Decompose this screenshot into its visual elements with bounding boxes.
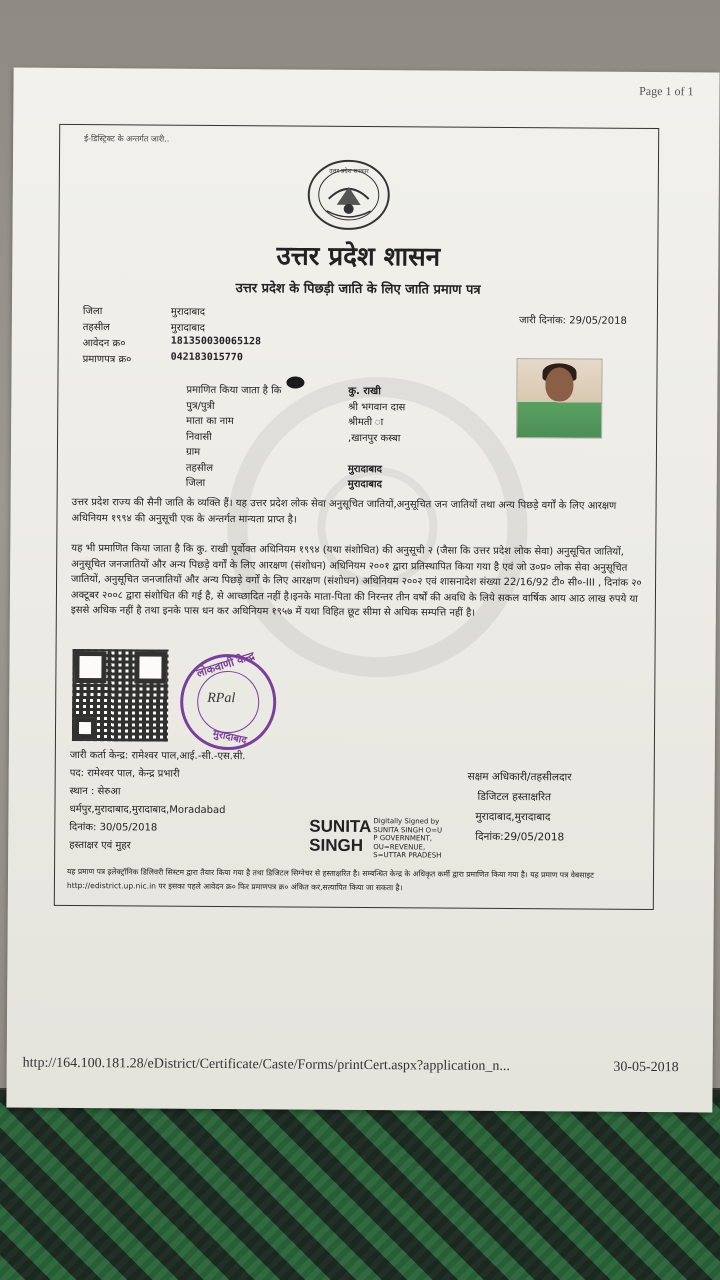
digital-signature-details: Digitally Signed by SUNITA SINGH O=U P GOVERNMENT, OU=REVENUE, S=UTTAR PRADESH [373, 817, 443, 860]
verification-note: यह प्रमाण पत्र इलेक्ट्रॉनिक डिलिवरी सिस्टम द्वारा तैयार किया गया है तथा डिजिटल सिग्नेचर से हस्ताक्षरित है। सम्बन्धित केन्द्र के अधिकृत कर्मी द्वारा प्रमाणित किया गया है। यह प्रमाण पत्र वेबसाइट http://edistrict.up.nic.in पर इसका पहले आवेदन क्र० फिर प्रमाणपत्र क्र० अंकित कर,सत्यापित किया जा सकता है। [66, 866, 594, 893]
top-field-value: 042183015770 [170, 351, 243, 364]
person-field-label: निवासी [186, 431, 212, 443]
person-field-label: ग्राम [185, 446, 201, 458]
issuing-center: जारी कर्ता केन्द्र: रामेश्वर पाल,आई.-सी.-एस.सी. [69, 749, 246, 763]
person-field-label: पुत्र/पुत्री [186, 400, 215, 412]
printed-page [6, 68, 719, 1113]
applicant-photo [516, 358, 603, 439]
officer-location: मुरादाबाद,मुरादाबाद [475, 810, 551, 824]
government-title: उत्तर प्रदेश शासन [276, 241, 441, 273]
issuer-post: पद: रामेश्वर पाल, केन्द्र प्रभारी [69, 767, 180, 780]
person-field-value: ,खानपुर कस्बा [348, 432, 401, 444]
digitally-signed-label: डिजिटल हस्ताक्षरित [477, 790, 552, 804]
signature-seal-label: हस्ताक्षर एवं मुहर [69, 839, 131, 852]
top-field-value: 181350030065128 [170, 335, 262, 348]
seal-bottom-text: मुरादाबाद [211, 728, 248, 747]
up-government-emblem-icon [307, 159, 392, 232]
print-url: http://164.100.181.28/eDistrict/Certificate/Caste/Forms/printCert.aspx?application_n... [22, 1055, 510, 1075]
person-field-value: मुरादाबाद [347, 478, 382, 491]
top-field-label: आवेदन क्र० [82, 338, 126, 350]
caste-statement: उत्तर प्रदेश राज्य की सैनी जाति के व्यक्ति हैं। यह उत्तर प्रदेश लोक सेवा अनुसूचित जातियों,अनुसूचित जन जातियों तथा अन्य पिछड़े वर्गों के लिए आरक्षण अधिनियम १९९४ की अनुसूची एक के अन्तर्गत मान्यता प्राप्त है। [71, 496, 617, 526]
top-field-label: तहसील [82, 322, 111, 334]
qr-code [72, 649, 169, 742]
certificate-frame [54, 124, 659, 910]
print-date: 30-05-2018 [613, 1059, 679, 1076]
officer-date: दिनांक:29/05/2018 [475, 830, 565, 844]
fly-on-paper [286, 376, 304, 388]
person-field-label: माता का नाम [186, 415, 234, 428]
competent-officer: सक्षम अधिकारी/तहसीलदार [467, 770, 572, 784]
emblem-text: उत्तर प्रदेश सरकार [329, 167, 369, 176]
issued-under-text: ई-डिस्ट्रिक्ट के अन्तर्गत जारी.. [84, 134, 170, 144]
top-field-value: मुरादाबाद [170, 306, 206, 318]
person-field-value: कु. राखी [348, 385, 381, 398]
issue-date: जारी दिनांक: 29/05/2018 [519, 315, 627, 327]
eligibility-statement: यह भी प्रमाणित किया जाता है कि कु. राखी पूर्वोक्त अधिनियम १९९४ (यथा संशोधित) की अनुसूची २ (जैसा कि उत्तर प्रदेश लोक सेवा) अनुसूचित जातियों, अनुसूचित जनजातियों और अन्य पिछड़े वर्गों के लिए आरक्षण (संशोधन) अधिनियम २००१ द्वारा प्रतिस्थापित किया गया है एवं जो उ०प्र० लोक सेवा अनुसूचित जातियों, अनुसूचित जनजातियों और अन्य पिछड़े वर्गों के लिए आरक्षण (संशोधन) अधिनियम २००२ एवं शासनादेश संख्या 22/16/92 टी० सी०-III , दिनांक २० अक्टूबर २००८ द्वारा संशोधित की गई है, से आच्छादित नहीं है।इनके माता-पिता की निरन्तर तीन वर्षों की अवधि के लिये सकल वार्षिक आय आठ लाख रुपये या इससे अधिक नहीं है तथा इनके पास धन कर अधिनियम १९५७ में यथा विहित छूट सीमा से अधिक सम्पत्ति नहीं है। [70, 542, 642, 620]
certificate-title: उत्तर प्रदेश के पिछड़ी जाति के लिए जाति प्रमाण पत्र [235, 281, 481, 298]
digital-signature-name: SUNITA SINGH [309, 816, 371, 856]
person-field-value: श्री भगवान दास [348, 401, 406, 413]
seal-signature: RPal [207, 690, 236, 707]
person-field-label: प्रमाणित किया जाता है कि [186, 384, 282, 397]
issuer-place: स्थान : सेरुआ [69, 785, 121, 798]
person-field-value: श्रीमती ा [348, 416, 384, 429]
seal-top-text: लोकवाणी केन्द्र [194, 649, 257, 680]
person-field-value: मुरादाबाद [347, 463, 383, 475]
issuer-address: धर्मपुर,मुरादाबाद,मुरादाबाद,Moradabad [69, 803, 226, 817]
top-field-label: जिला [82, 306, 103, 318]
person-field-label: तहसील [185, 462, 214, 474]
page-number: Page 1 of 1 [639, 83, 694, 99]
top-field-value: मुरादाबाद [170, 322, 206, 334]
official-seal [180, 649, 277, 751]
woven-mat-background [0, 1090, 720, 1280]
person-field-label: जिला [185, 477, 206, 489]
issuer-date: दिनांक: 30/05/2018 [69, 821, 158, 834]
top-field-label: प्रमाणपत्र क्र० [82, 354, 132, 366]
